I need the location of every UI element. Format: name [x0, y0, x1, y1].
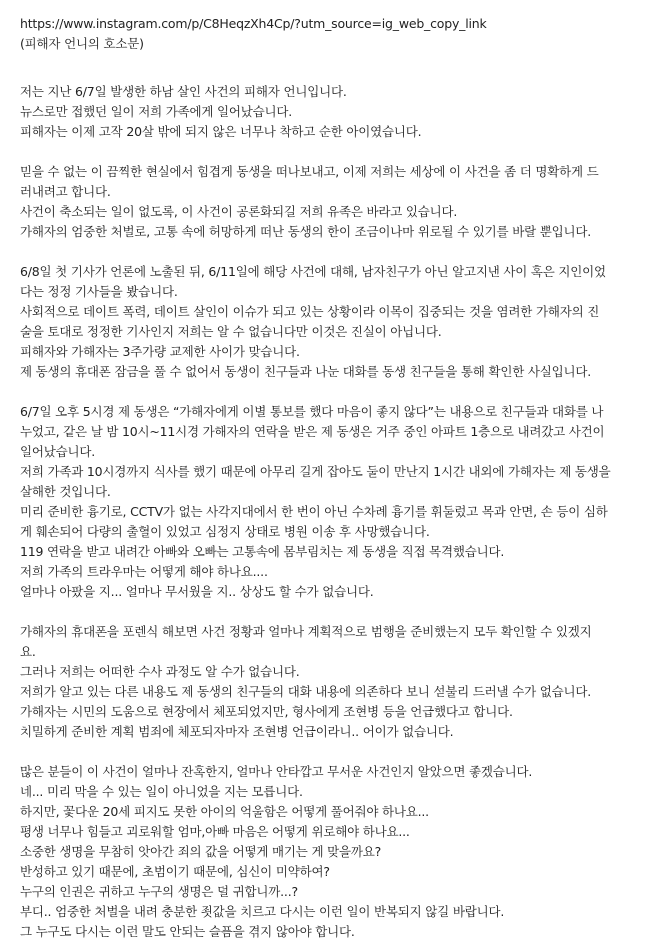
- paragraph-line: 치밀하게 준비한 계획 범죄에 체포되자마자 조현병 언급이라니.. 어이가 없습니다.: [20, 724, 454, 739]
- paragraph-line: 피해자와 가해자는 3주가량 교제한 사이가 맞습니다.: [20, 344, 300, 359]
- paragraph: [20, 262, 661, 382]
- paragraph-line: 하지만, 꽃다운 20세 피지도 못한 아이의 억울함은 어떻게 풀어줘야 하나요...: [20, 804, 429, 819]
- paragraph-line: 가해자의 엄중한 처벌로, 고통 속에 허망하게 떠난 동생의 한이 조금이나마 위로될 수 있기를 바랄 뿐입니다.: [20, 224, 592, 239]
- appeal-body: [20, 82, 661, 942]
- paragraph-line: 피해자는 이제 고작 20살 밖에 되지 않은 너무나 착하고 순한 아이였습니다.: [20, 124, 422, 139]
- paragraph-line: 그러나 저희는 어떠한 수사 과정도 알 수가 없습니다.: [20, 664, 300, 679]
- paragraph-line: 저희가 알고 있는 다른 내용도 제 동생의 친구들의 대화 내용에 의존하다 보니 섣불리 드러낼 수가 없습니다.: [20, 684, 592, 699]
- paragraph-line: 뉴스로만 접했던 일이 저희 가족에게 일어났습니다.: [20, 104, 293, 119]
- paragraph-line: 제 동생의 휴대폰 잠금을 풀 수 없어서 동생이 친구들과 나눈 대화를 동생 친구들을 통해 확인한 사실입니다.: [20, 364, 592, 379]
- paragraph-line: 누었고, 같은 날 밤 10시~11시경 가해자의 연락을 받은 제 동생은 거주 중인 아파트 1층으로 내려갔고 사건이: [20, 424, 605, 439]
- paragraph-line: 6/8일 첫 기사가 언론에 노출된 뒤, 6/11일에 해당 사건에 대해, 남자친구가 아닌 알고지낸 사이 혹은 지인이었: [20, 264, 606, 279]
- paragraph-line: 믿을 수 없는 이 끔찍한 현실에서 힘겹게 동생을 떠나보내고, 이제 저희는 세상에 이 사건을 좀 더 명확하게 드: [20, 164, 599, 179]
- spacer: [20, 54, 661, 82]
- paragraph-line: 얼마나 아팠을 지... 얼마나 무서웠을 지.. 상상도 할 수가 없습니다.: [20, 584, 374, 599]
- paragraph-line: 네... 미리 막을 수 있는 일이 아니었을 지는 모릅니다.: [20, 784, 303, 799]
- paragraph-line: 사건이 축소되는 일이 없도록, 이 사건이 공론화되길 저희 유족은 바라고 있습니다.: [20, 204, 458, 219]
- paragraph: [20, 622, 661, 742]
- paragraph-line: 그 누구도 다시는 이런 말도 안되는 슬픔을 겪지 않아야 합니다.: [20, 924, 355, 939]
- paragraph-line: 부디.. 엄중한 처벌을 내려 충분한 죗값을 치르고 다시는 이런 일이 반복되지 않길 바랍니다.: [20, 904, 505, 919]
- paragraph-line: 소중한 생명을 무참히 앗아간 죄의 값을 어떻게 매기는 게 맞을까요?: [20, 844, 382, 859]
- paragraph-line: 6/7일 오후 5시경 제 동생은 “가해자에게 이별 통보를 했다 마음이 좋지 않다”는 내용으로 친구들과 대화를 나: [20, 404, 604, 419]
- paragraph-line: 살해한 것입니다.: [20, 484, 111, 499]
- paragraph-line: 저는 지난 6/7일 발생한 하남 살인 사건의 피해자 언니입니다.: [20, 84, 347, 99]
- paragraph-gap: [20, 142, 661, 162]
- paragraph-line: 미리 준비한 흉기로, CCTV가 없는 사각지대에서 한 번이 아닌 수차례 흉기를 휘둘렀고 목과 안면, 손 등이 심하: [20, 504, 608, 519]
- paragraph-line: 술을 토대로 정정한 기사인지 저희는 알 수 없습니다만 이것은 진실이 아닙니다.: [20, 324, 442, 339]
- document-caption: (피해자 언니의 호소문): [20, 36, 144, 51]
- paragraph-gap: [20, 382, 661, 402]
- paragraph-line: 저희 가족과 10시경까지 식사를 했기 때문에 아무리 길게 잡아도 둘이 만난지 1시간 내외에 가해자는 제 동생을: [20, 464, 611, 479]
- paragraph: [20, 82, 661, 142]
- paragraph-line: 119 연락을 받고 내려간 아빠와 오빠는 고통속에 몸부림치는 제 동생을 직접 목격했습니다.: [20, 544, 505, 559]
- paragraph-gap: [20, 242, 661, 262]
- paragraph: [20, 402, 661, 602]
- paragraph-line: 러내려고 합니다.: [20, 184, 111, 199]
- paragraph: [20, 762, 661, 942]
- paragraph-line: 많은 분들이 이 사건이 얼마나 잔혹한지, 얼마나 안타깝고 무서운 사건인지 알았으면 좋겠습니다.: [20, 764, 533, 779]
- instagram-link[interactable]: https://www.instagram.com/p/C8HeqzXh4Cp/?utm_source=ig_web_copy_link: [20, 16, 487, 31]
- paragraph-gap: [20, 742, 661, 762]
- paragraph-line: 반성하고 있기 때문에, 초범이기 때문에, 심신이 미약하여?: [20, 864, 330, 879]
- paragraph-line: 평생 너무나 힘들고 괴로워할 엄마,아빠 마음은 어떻게 위로해야 하나요...: [20, 824, 410, 839]
- paragraph-line: 누구의 인권은 귀하고 누구의 생명은 덜 귀합니까...?: [20, 884, 298, 899]
- paragraph-line: 다는 정정 기사들을 봤습니다.: [20, 284, 178, 299]
- paragraph-line: 저희 가족의 트라우마는 어떻게 해야 하나요....: [20, 564, 268, 579]
- paragraph-line: 사회적으로 데이트 폭력, 데이트 살인이 이슈가 되고 있는 상황이라 이목이 집중되는 것을 염려한 가해자의 진: [20, 304, 600, 319]
- paragraph-line: 가해자의 휴대폰을 포렌식 해보면 사건 정황과 얼마나 계획적으로 범행을 준비했는지 모두 확인할 수 있겠지: [20, 624, 592, 639]
- paragraph: [20, 162, 661, 242]
- paragraph-line: 요.: [20, 644, 36, 659]
- paragraph-gap: [20, 602, 661, 622]
- paragraph-line: 일어났습니다.: [20, 444, 96, 459]
- paragraph-line: 가해자는 시민의 도움으로 현장에서 체포되었지만, 형사에게 조현병 등을 언급했다고 합니다.: [20, 704, 513, 719]
- paragraph-line: 게 훼손되어 다량의 출혈이 있었고 심정지 상태로 병원 이송 후 사망했습니다.: [20, 524, 430, 539]
